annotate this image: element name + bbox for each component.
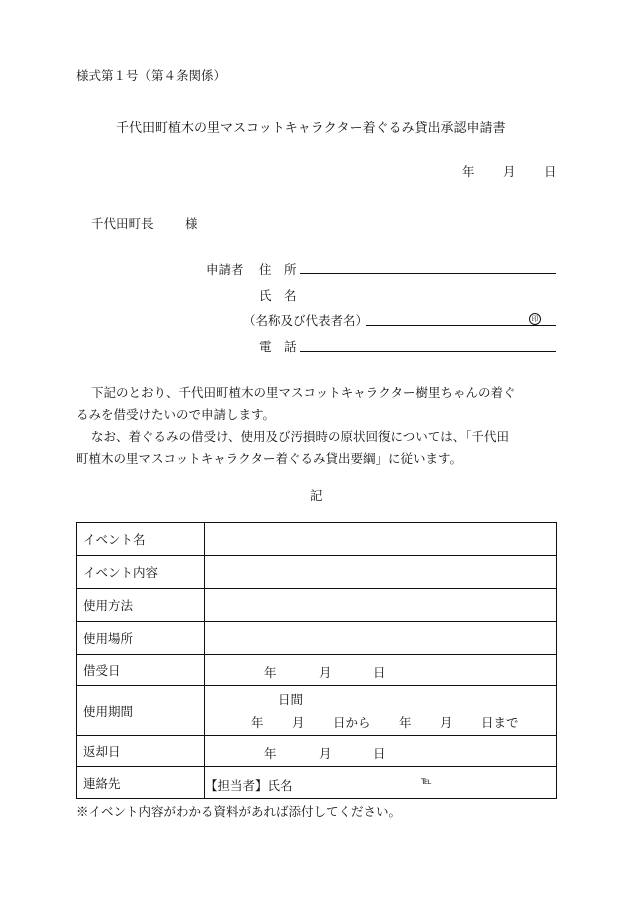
addressee-honorific: 様 <box>185 216 198 231</box>
return-date-field[interactable] <box>205 736 557 767</box>
borrow-day: 日 <box>373 665 386 680</box>
address-label: 住 所 <box>259 262 297 277</box>
name-label: 氏 名 <box>259 288 297 303</box>
table-row <box>77 736 557 767</box>
date-month[interactable]: 月 <box>503 164 516 179</box>
table-row <box>77 556 557 589</box>
contact-label: 連絡先 <box>77 767 205 799</box>
period-to-month: 月 <box>440 715 453 730</box>
usage-method-field[interactable] <box>205 589 557 622</box>
borrow-year: 年 <box>264 665 277 680</box>
phone-field[interactable] <box>300 351 556 352</box>
return-month: 月 <box>319 746 332 761</box>
usage-period-label: 使用期間 <box>77 686 205 736</box>
tel-label: ℡ <box>421 776 432 787</box>
seal-mark: 印 <box>529 313 541 325</box>
contact-field[interactable] <box>205 767 557 799</box>
body-p1-line2: るみを借受けたいので申請します。 <box>76 407 276 422</box>
period-to-day: 日まで <box>481 715 519 730</box>
borrow-date-label: 借受日 <box>77 655 205 686</box>
application-table <box>76 522 557 799</box>
form-title: 千代田町植木の里マスコットキャラクター着ぐるみ貸出承認申請書 <box>116 121 506 136</box>
body-p2-line1: なお、着ぐるみの借受け、使用及び汚損時の原状回復については、「千代田 <box>91 429 510 444</box>
period-days: 日間 <box>278 692 304 707</box>
return-date-label: 返却日 <box>77 736 205 767</box>
date-year[interactable]: 年 <box>462 164 475 179</box>
return-day: 日 <box>373 746 386 761</box>
representative-label: （名称及び代表者名） <box>243 313 369 328</box>
table-row <box>77 523 557 556</box>
body-p1-line1: 下記のとおり、千代田町植木の里マスコットキャラクター樹里ちゃんの着ぐ <box>91 385 516 400</box>
address-field[interactable] <box>300 273 556 274</box>
addressee-name: 千代田町長 <box>91 216 154 231</box>
event-content-label: イベント内容 <box>77 556 205 589</box>
attachment-note: ※イベント内容がわかる資料があれば添付してください。 <box>76 804 402 819</box>
table-row <box>77 767 557 799</box>
period-from-month: 月 <box>292 715 305 730</box>
usage-period-field[interactable] <box>205 686 557 736</box>
usage-place-label: 使用場所 <box>77 622 205 655</box>
period-to-year: 年 <box>399 715 412 730</box>
period-from-day: 日から <box>333 715 371 730</box>
body-p2-line2: 町植木の里マスコットキャラクター着ぐるみ貸出要綱」に従います。 <box>76 451 463 466</box>
table-row <box>77 589 557 622</box>
borrow-month: 月 <box>319 665 332 680</box>
borrow-date-field[interactable] <box>205 655 557 686</box>
table-row <box>77 686 557 736</box>
applicant-label: 申請者 <box>206 262 244 277</box>
event-name-label: イベント名 <box>77 523 205 556</box>
table-row <box>77 622 557 655</box>
period-from-year: 年 <box>251 715 264 730</box>
form-number: 様式第１号（第４条関係） <box>76 68 227 83</box>
phone-label: 電 話 <box>259 339 297 354</box>
representative-field[interactable] <box>366 325 556 326</box>
usage-method-label: 使用方法 <box>77 589 205 622</box>
date-day[interactable]: 日 <box>544 164 557 179</box>
contact-person-label: 【担当者】氏名 <box>205 778 293 793</box>
table-row <box>77 655 557 686</box>
event-content-field[interactable] <box>205 556 557 589</box>
event-name-field[interactable] <box>205 523 557 556</box>
return-year: 年 <box>264 746 277 761</box>
ki-heading: 記 <box>310 488 323 503</box>
usage-place-field[interactable] <box>205 622 557 655</box>
